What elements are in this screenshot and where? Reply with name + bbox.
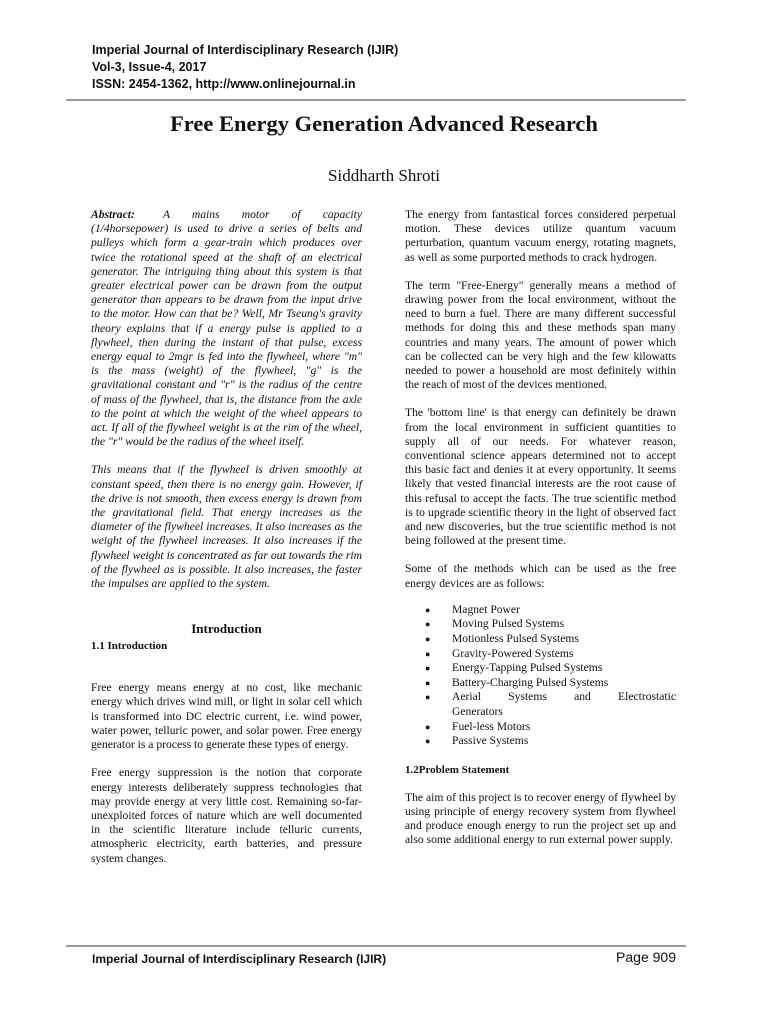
body-paragraph-3: The 'bottom line' is that energy can definitely be drawn from the local environment in sufficient quantities to supply all of our needs. For whatever reason, conventional science appears determined not to accept this basic fact and denies it at every opportunity. It seems likely that vested financial interests are the root cause of this refusal to accept the facts. The true scientific method is to upgrade scientific theory in the light of observed fact and new discoveries, but the true scientific method is not being followed at the present time. [405, 406, 676, 548]
bullet-icon: ● [425, 634, 431, 645]
list-item: ● Motionless Pulsed Systems [425, 632, 579, 646]
list-item: ● Energy-Tapping Pulsed Systems [425, 661, 603, 675]
paper-title: Free Energy Generation Advanced Research [170, 111, 598, 136]
body-paragraph-2: The term "Free-Energy" generally means a method of drawing power from the local environment, without the need to burn a fuel. There are many different successful methods for doing this and these methods span many countries and many years. The amount of power which can be collected can be very high and the few kilowatts needed to power a household are most definitely within the reach of most of the devices mentioned. [405, 278, 676, 392]
abstract-label: Abstract: [91, 208, 135, 221]
page-number: Page 909 [616, 949, 676, 965]
right-column [405, 208, 676, 848]
list-item: ● Moving Pulsed Systems [425, 617, 565, 631]
body-paragraph-4: Some of the methods which can be used as the free energy devices are as follows: [405, 562, 676, 590]
intro-paragraph-2: Free energy suppression is the notion that corporate energy interests deliberately suppress technologies that may provide energy at very little cost. Remaining so-far-unexploited forces of nature which are well documented in the scientific literature include telluric currents, atmospheric electricity, earth batteries, and pressure system changes. [91, 766, 362, 865]
list-item: ● Fuel-less Motors [425, 719, 531, 733]
body-paragraph-1: The energy from fantastical forces considered perpetual motion. These devices utilize quantum vacuum perturbation, quantum vacuum energy, rotating magnets, as well as some purported methods to crack hydrogen. [405, 208, 676, 264]
methods-list [405, 603, 676, 749]
bullet-icon: ● [425, 677, 431, 688]
abstract-paragraph-1 [91, 208, 362, 449]
list-item-continuation: Generators [452, 705, 503, 719]
journal-header [92, 42, 398, 93]
subsection-heading-1-1: 1.1 Introduction [91, 640, 168, 653]
left-column [91, 208, 362, 866]
list-item: ● Magnet Power [425, 602, 520, 616]
author-name: Siddharth Shroti [328, 166, 440, 185]
intro-paragraph-1: Free energy means energy at no cost, like mechanic energy which drives wind mill, or light in solar cell which is transformed into DC electric current, i.e. wind power, water power, telluric power, and solar power. Free energy generator is a process to generate these types of energy. [91, 681, 362, 752]
bullet-icon: ● [425, 604, 431, 615]
header-divider [66, 99, 686, 101]
bullet-icon: ● [425, 648, 431, 659]
bullet-icon: ● [425, 619, 431, 630]
subsection-heading-1-2: 1.2Problem Statement [405, 763, 510, 776]
bullet-icon: ● [425, 692, 431, 703]
footer-journal-name: Imperial Journal of Interdisciplinary Research (IJIR) [92, 952, 387, 966]
volume-issue: Vol-3, Issue-4, 2017 [92, 60, 207, 74]
abstract-text-1: A mains motor of capacity (1/4horsepower) is used to drive a series of belts and pulleys which form a gear-train which produces over twice the rotational speed at the shaft of an electrical generator. The intriguing thing about this system is that greater electrical power can be drawn from the output generator than appears to be drawn from the input drive to the motor. How can that be? Well, Mr Tseung's gravity theory explains that if a energy pulse is applied to a flywheel, then during the instant of that pulse, excess energy equal to 2mgr is fed into the flywheel, where "m" is the mass (weight) of the flywheel, "g" is the gravitational constant and "r" is the radius of the centre of mass of the flywheel, that is, the distance from the axle to the point at which the weight of the wheel appears to act. If all of the flywheel weight is at the rim of the wheel, the "r" would be the radius of the wheel itself. [91, 208, 362, 449]
list-item: ● Passive Systems [425, 734, 529, 748]
list-item: ● Aerial Systems and Electrostatic [425, 690, 676, 704]
list-item: ● Battery-Charging Pulsed Systems [425, 675, 609, 689]
journal-name: Imperial Journal of Interdisciplinary Research (IJIR) [92, 43, 399, 57]
abstract-section [91, 208, 362, 591]
abstract-paragraph-2: This means that if the flywheel is driven smoothly at constant speed, then there is no energy gain. However, if the drive is not smooth, then excess energy is drawn from the gravitational field. That energy increases as the diameter of the flywheel increases. It also increases as the weight of the flywheel increases. It also increases if the flywheel weight is concentrated as far out towards the rim of the flywheel as is possible. It also increases, the faster the impulses are applied to the system. [91, 463, 362, 591]
bullet-icon: ● [425, 721, 431, 732]
bullet-icon: ● [425, 736, 431, 747]
issn-url: ISSN: 2454-1362, http://www.onlinejournal.in [92, 77, 356, 91]
section-heading-introduction: Introduction [191, 621, 262, 637]
footer-divider [66, 945, 686, 947]
bullet-icon: ● [425, 663, 431, 674]
list-item: ● Gravity-Powered Systems [425, 646, 574, 660]
problem-statement-paragraph: The aim of this project is to recover energy of flywheel by using principle of energy recovery system from flywheel and produce enough energy to run the project set up and also some additional energy to run external power supply. [405, 790, 676, 847]
